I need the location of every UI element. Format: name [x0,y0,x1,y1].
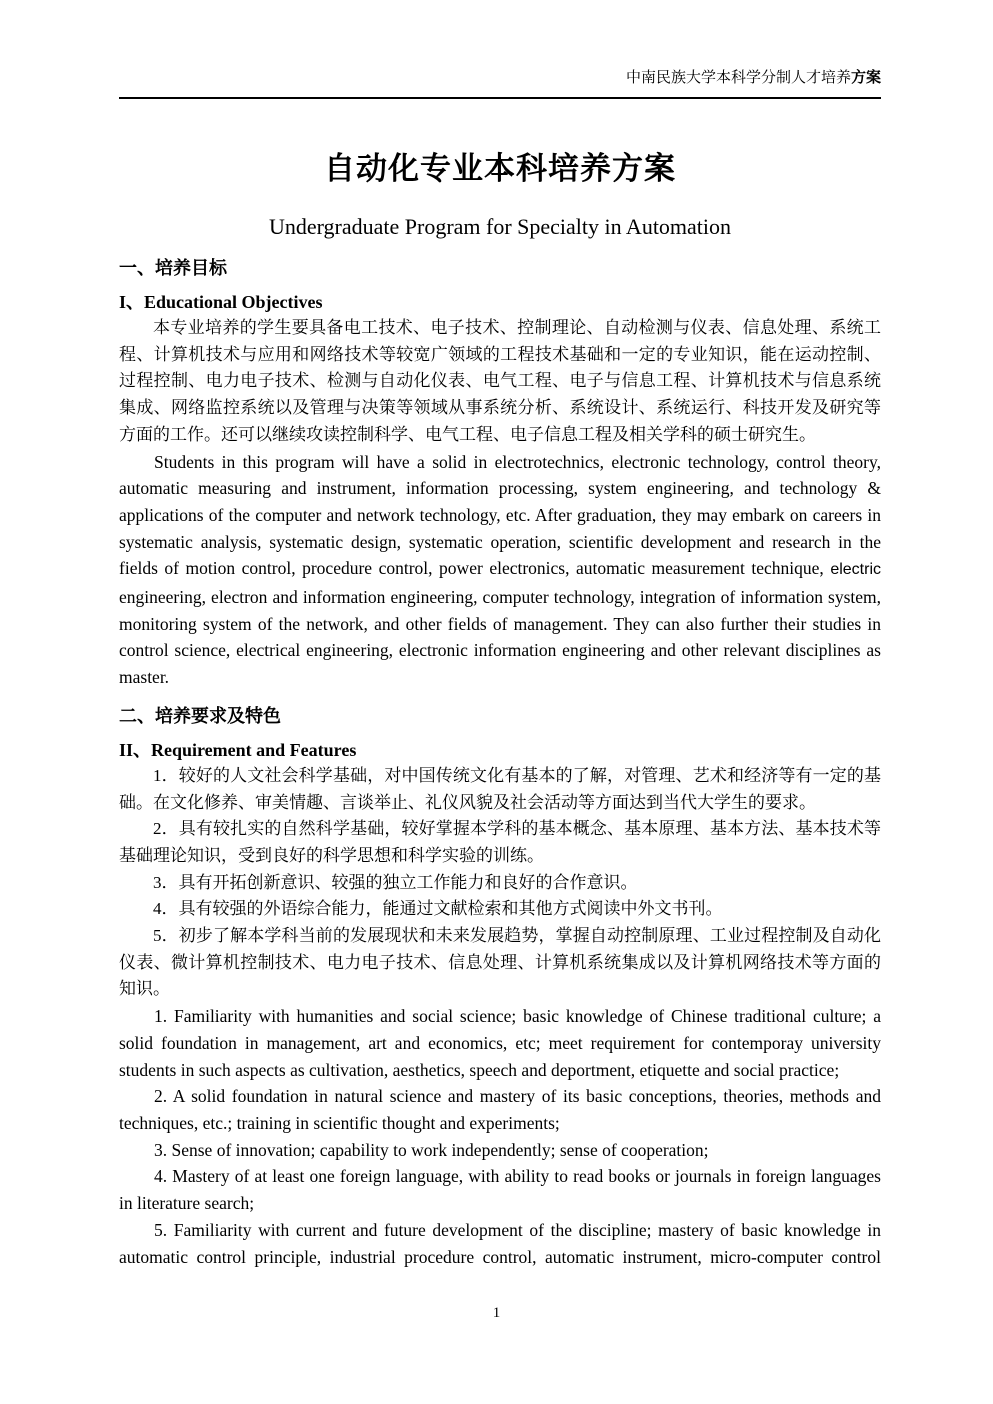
document-title: 自动化专业本科培养方案 [324,151,676,186]
requirement-item-en-5: 5. Familiarity with current and future development of the discipline; mastery of basic knowledge in automatic control principle, industrial procedure control, automatic instrument, micro-computer control [119,1219,881,1267]
requirement-item-en-2: 2. A solid foundation in natural science and mastery of its basic conceptions, theories, methods and techniques, etc.; training in scientific thought and experiments; [119,1086,881,1133]
requirement-item-cn-5: 5．初步了解本学科当前的发展现状和未来发展趋势，掌握自动控制原理、工业过程控制及自动化仪表、微计算机控制技术、电力电子技术、信息处理、计算机系统集成以及计算机网络技术等方面的知识。 [119,926,881,999]
section-heading-requirements-cn: 二、培养要求及特色 [119,705,281,726]
document-subtitle: Undergraduate Program for Specialty in Automation [268,214,732,239]
section-heading-requirements-en: II、Requirement and Features [119,739,357,760]
requirement-item-cn-1: 1．较好的人文社会科学基础，对中国传统文化有基本的了解，对管理、艺术和经济等有一定的基础。在文化修养、审美情趣、言谈举止、礼仪风貌及社会活动等方面达到当代大学生的要求。 [119,765,881,812]
requirement-item-cn-2: 2．具有较扎实的自然科学基础，较好掌握本学科的基本概念、基本原理、基本方法、基本技术等基础理论知识，受到良好的科学思想和科学实验的训练。 [119,819,881,865]
objectives-paragraph-en [119,449,881,691]
objectives-paragraph-en-altfont-word: electric [830,561,881,579]
page-number: 1 [492,1305,501,1321]
header-text: 中南民族大学本科学分制人才培养 [625,70,851,86]
requirement-items-en [119,1003,881,1270]
header-text-bold: 方案 [850,70,881,86]
objectives-paragraph-en-part2: engineering, electron and information engineering, computer technology, integration of information system, monitoring system of the network, and other fields of management. They can also further their studies in control science, electrical engineering, electronic information engineering and other relevant disciplines as master. [119,587,881,688]
objectives-paragraph-en-part1: Students in this program will have a solid in electrotechnics, electronic technology, control theory, automatic measuring and instrument, information processing, system engineering, and technology & applications of the computer and network technology, etc. After graduation, they may embark on careers in systematic analysis, systematic design, systematic operation, scientific development and research in the fields of motion control, procedure control, power electronics, automatic measurement technique, [119,451,881,579]
requirement-item-cn-3: 3．具有开拓创新意识、较强的独立工作能力和良好的合作意识。 [153,872,638,892]
page-header [119,0,881,99]
requirement-item-cn-4: 4．具有较强的外语综合能力，能通过文献检索和其他方式阅读中外文书刊。 [153,899,723,919]
requirement-items-cn [119,763,881,1003]
requirement-item-en-1: 1. Familiarity with humanities and social science; basic knowledge of Chinese traditional culture; a solid foundation in management, art and economics, etc; meet requirement for contemporay university students in such aspects as cultivation, aesthetics, speech and deportment, etiquette and social practice; [119,1006,881,1080]
objectives-paragraph-cn: 本专业培养的学生要具备电工技术、电子技术、控制理论、自动检测与仪表、信息处理、系统工程、计算机技术与应用和网络技术等较宽广领域的工程技术基础和一定的专业知识，能在运动控制、过程控制、电力电子技术、检测与自动化仪表、电气工程、电子与信息工程、计算机技术与信息系统集成、网络监控系统以及管理与决策等领域从事系统分析、系统设计、系统运行、科技开发及研究等方面的工作。还可以继续攻读控制科学、电气工程、电子信息工程及相关学科的硕士研究生。 [119,318,881,444]
requirement-item-en-3: 3. Sense of innovation; capability to work independently; sense of cooperation; [154,1139,709,1160]
section-heading-objectives-en: I、Educational Objectives [119,292,323,312]
requirement-item-en-4: 4. Mastery of at least one foreign language, with ability to read books or journals in foreign languages in literature search; [119,1166,881,1214]
section-heading-objectives-cn: 一、培养目标 [119,258,227,278]
